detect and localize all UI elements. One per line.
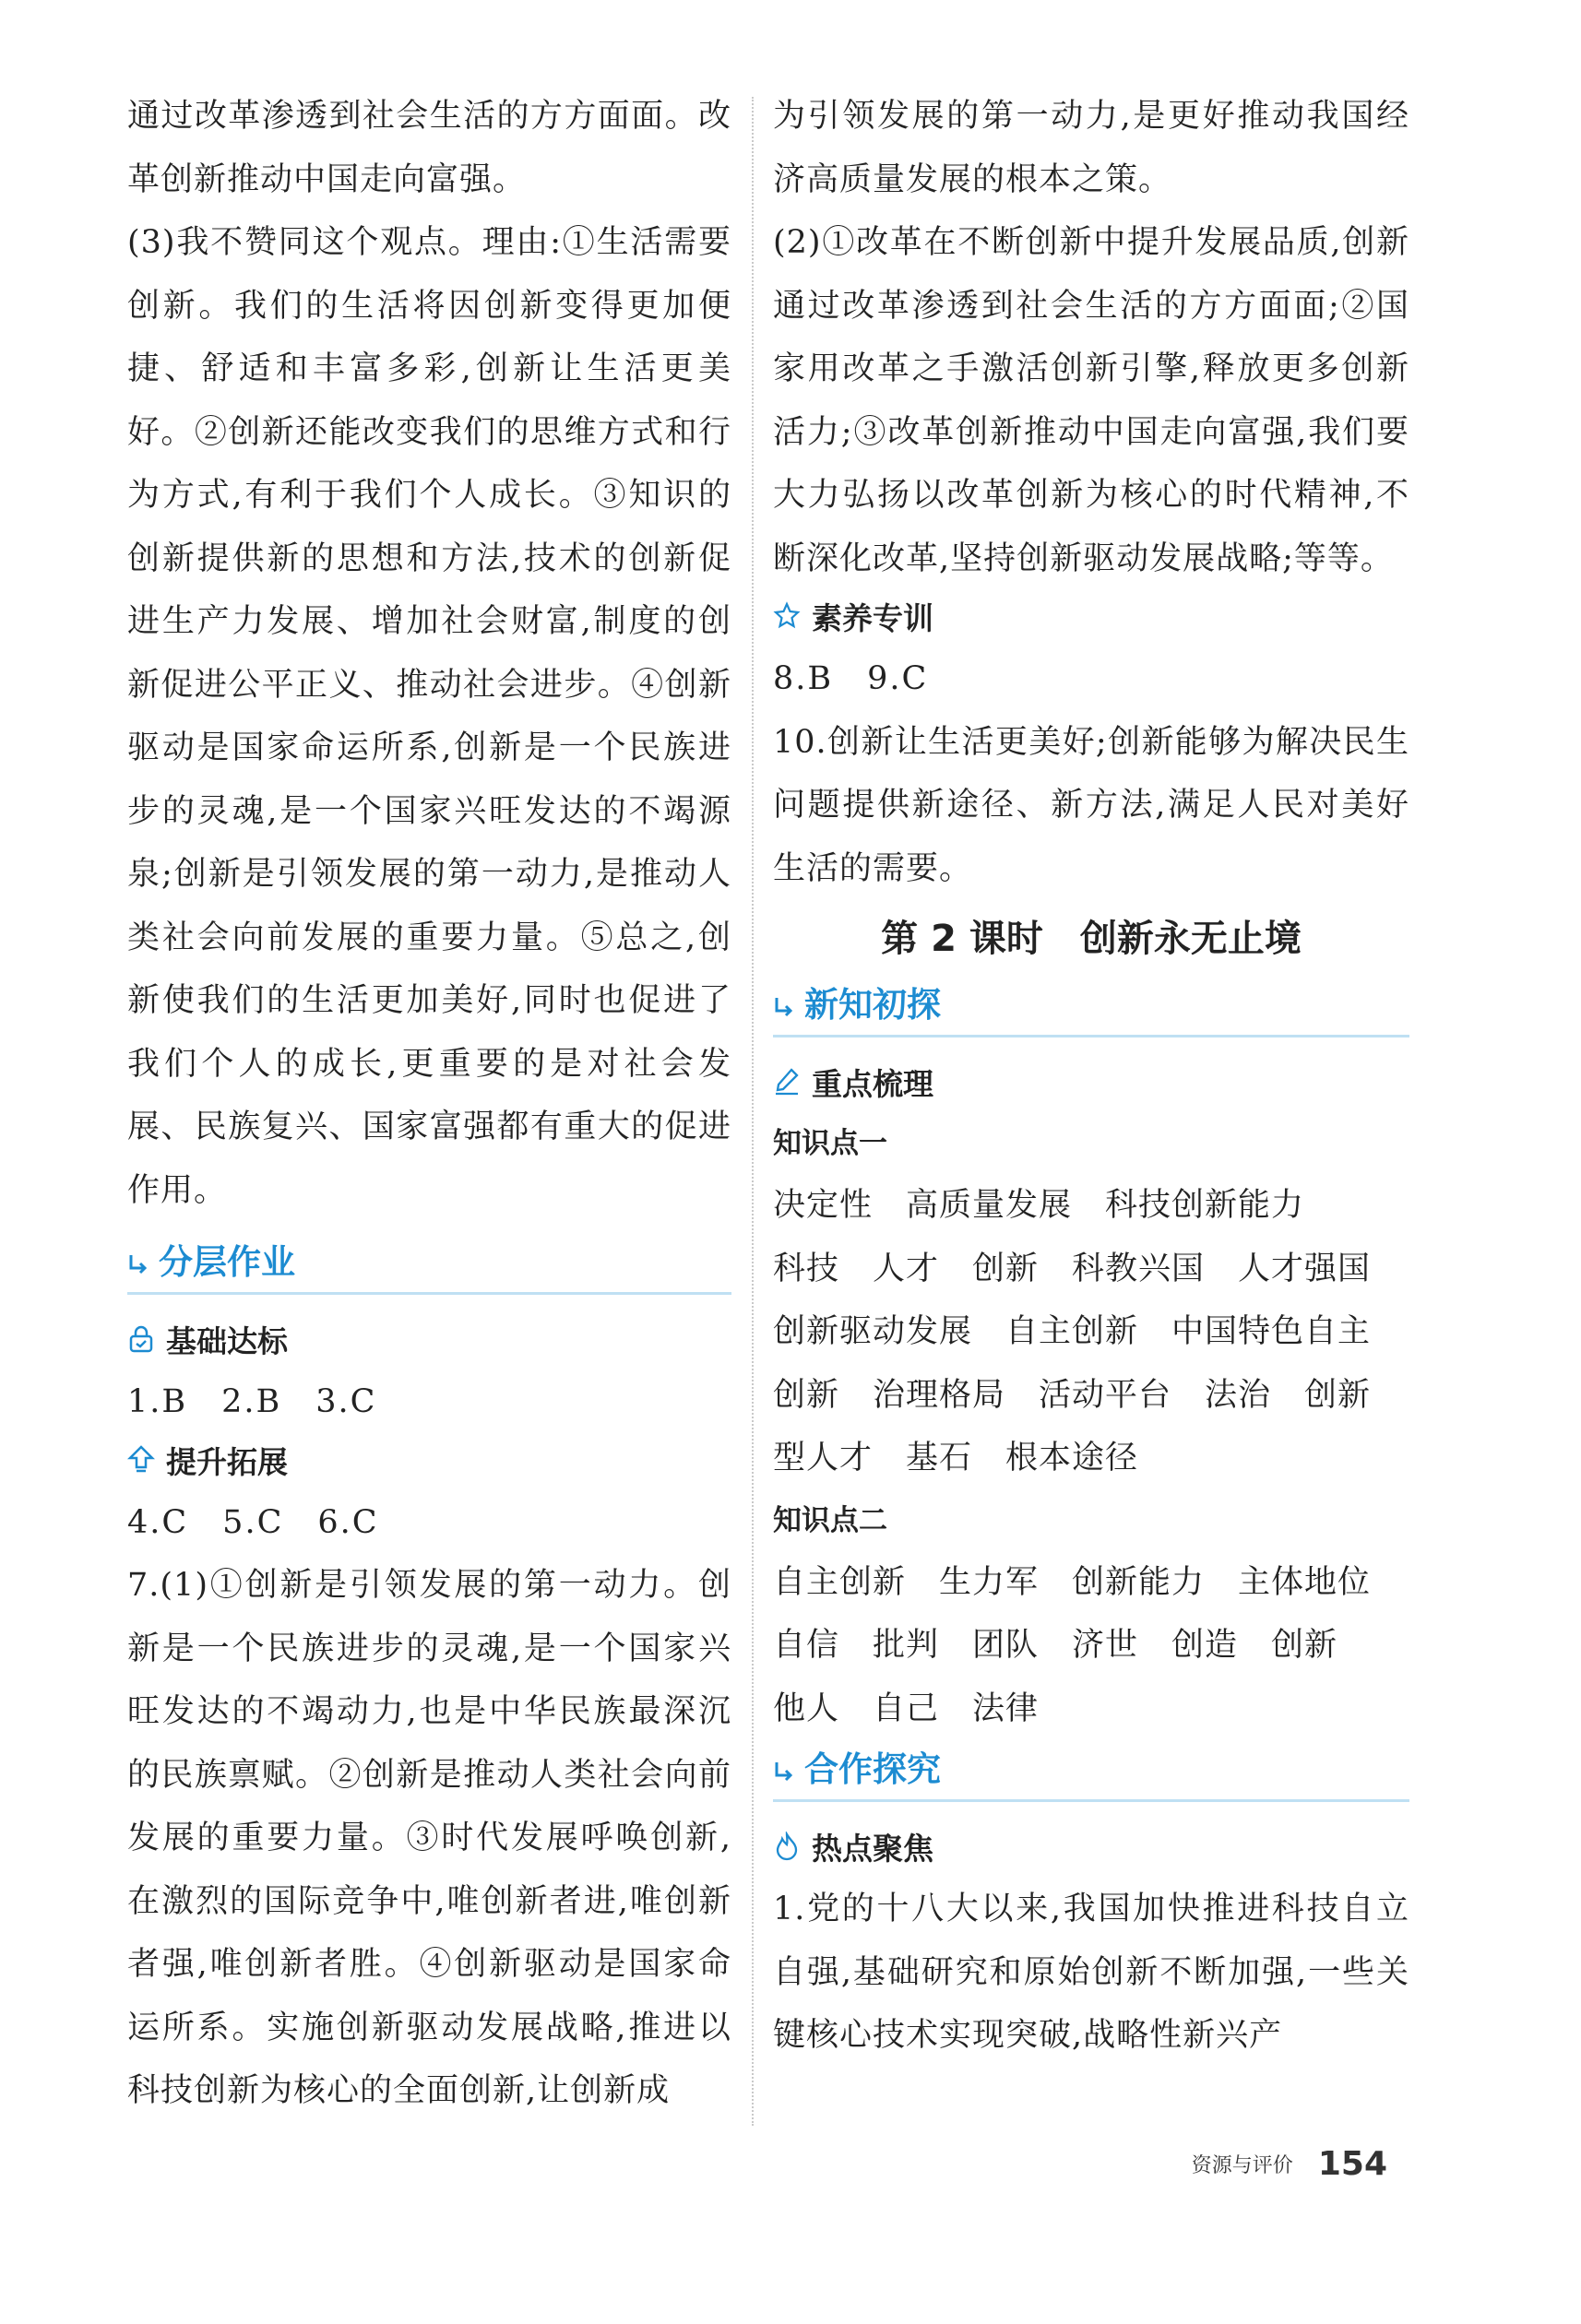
left-column [127,85,731,2123]
section-heading-layered-homework [127,1233,731,1295]
section-title: 合作探究 [804,1749,941,1789]
section-heading-new-knowledge [773,976,1409,1038]
arrow-icon [773,978,801,1037]
answers-basic: 1.B 2.B 3.C [127,1383,377,1420]
subheading-hot-topics [773,1820,1409,1878]
section-heading-cooperation [773,1740,1409,1802]
page-number: 154 [1317,2145,1387,2183]
knowledge-point-2-line: 他人 自己 法律 [773,1690,1040,1727]
lesson-title: 第 2 课时 创新永无止境 [881,918,1302,960]
subheading-label: 提升拓展 [166,1443,288,1480]
knowledge-point-1-line: 创新 治理格局 活动平台 法治 创新 [773,1376,1372,1414]
footer-label: 资源与评价 [1191,2154,1293,2177]
arrow-icon [773,1742,801,1801]
subheading-label: 基础达标 [166,1323,288,1359]
lock-icon [127,1315,160,1372]
paragraph: 为引领发展的第一动力,是更好推动我国经济高质量发展的根本之策。 [773,98,1409,198]
subheading-literacy [773,590,1409,647]
right-column [773,85,1409,2068]
pencil-icon [773,1058,806,1115]
subheading-label: 素养专训 [812,600,933,636]
answer-2: (2)①改革在不断创新中提升发展品质,创新通过改革渗透到社会生活的方方面面;②国家用改革之手激活创新引擎,释放更多创新活力;③改革创新推动中国走向富强,我们要大力弘扬以改革创新为核心的时代精神,不断深化改革,坚持创新驱动发展战略;等等。 [773,224,1409,577]
section-title: 新知初探 [804,985,941,1025]
knowledge-point-1-line: 科技 人才 创新 科教兴国 人才强国 [773,1250,1372,1287]
knowledge-point-1-title: 知识点一 [773,1127,887,1160]
paragraph: 通过改革渗透到社会生活的方方面面。改革创新推动中国走向富强。 [127,98,731,198]
page-footer [1192,2145,1387,2183]
answer-10: 10.创新让生活更美好;创新能够为解决民生问题提供新途径、新方法,满足人民对美好生活的需要。 [773,723,1409,887]
answer-3: (3)我不赞同这个观点。理由:①生活需要创新。我们的生活将因创新变得更加便捷、舒适和丰富多彩,创新让生活更美好。②创新还能改变我们的思维方式和行为方式,有利于我们个人成长。③知识的创新提供新的思想和方法,技术的创新促进生产力发展、增加社会财富,制度的创新促进公平正义、推动社会进步。④创新驱动是国家命运所系,创新是一个民族进步的灵魂,是一个国家兴旺发达的不竭源泉;创新是引领发展的第一动力,是推动人类社会向前发展的重要力量。⑤总之,创新使我们的生活更加美好,同时也促进了我们个人的成长,更重要的是对社会发展、民族复兴、国家富强都有重大的促进作用。 [127,224,731,1209]
column-divider [752,97,754,2126]
subheading-label: 重点梳理 [812,1066,933,1102]
knowledge-point-1-line: 型人才 基石 根本途径 [773,1440,1139,1476]
knowledge-point-2-title: 知识点二 [773,1503,887,1537]
knowledge-point-1-line: 决定性 高质量发展 科技创新能力 [773,1187,1305,1224]
subheading-basic [127,1313,731,1370]
subheading-improve [127,1434,731,1491]
subheading-key-points [773,1056,1409,1113]
knowledge-point-2-line: 自主创新 生力军 创新能力 主体地位 [773,1563,1372,1601]
knowledge-point-2-line: 自信 批判 团队 济世 创造 创新 [773,1627,1338,1664]
flame-icon [773,1822,806,1879]
star-icon [773,592,806,649]
answers-improve: 4.C 5.C 6.C [127,1503,379,1541]
arrow-icon [127,1235,155,1294]
subheading-label: 热点聚焦 [812,1831,933,1867]
hot-topic-1: 1.党的十八大以来,我国加快推进科技自立自强,基础研究和原始创新不断加强,一些关键核心技术实现突破,战略性新兴产 [773,1891,1409,2054]
answer-7: 7.(1)①创新是引领发展的第一动力。创新是一个民族进步的灵魂,是一个国家兴旺发达的不竭动力,也是中华民族最深沉的民族禀赋。②创新是推动人类社会向前发展的重要力量。③时代发展呼唤创新,在激烈的国际竞争中,唯创新者进,唯创新者强,唯创新者胜。④创新驱动是国家命运所系。实施创新驱动发展战略,推进以科技创新为核心的全面创新,让创新成 [127,1567,731,2109]
knowledge-point-1-line: 创新驱动发展 自主创新 中国特色自主 [773,1313,1372,1350]
up-arrow-icon [127,1435,160,1492]
answers-literacy: 8.B 9.C [773,660,929,697]
section-title: 分层作业 [159,1242,295,1282]
